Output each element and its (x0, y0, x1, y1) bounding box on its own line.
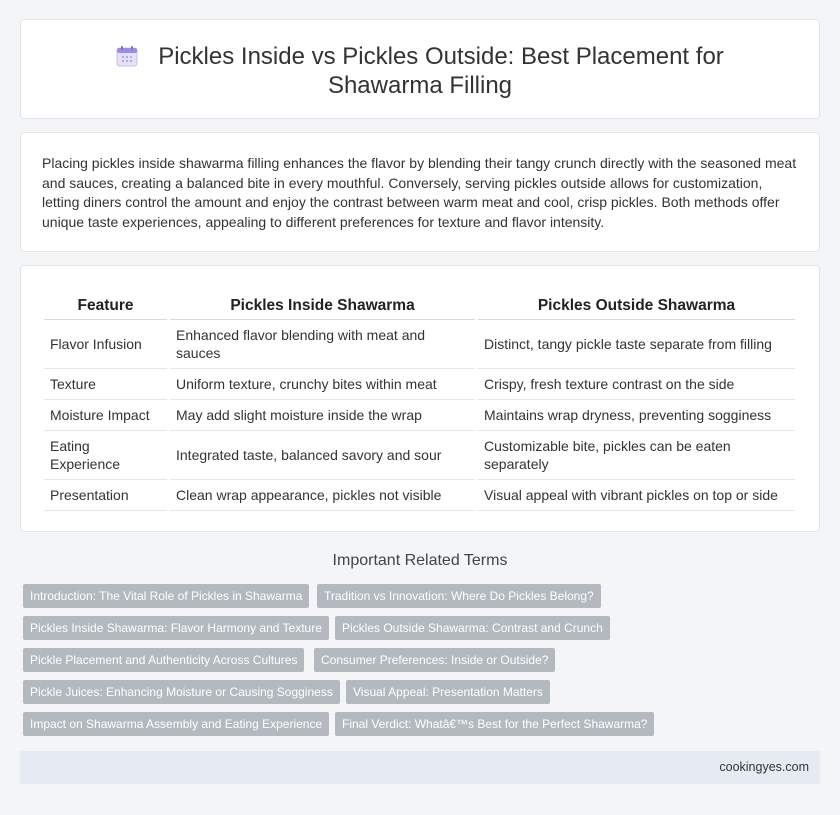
table-cell: Eating Experience (44, 431, 167, 480)
footer (20, 751, 820, 784)
footer-site-link[interactable]: cookingyes.com (719, 760, 809, 774)
intro-paragraph: Placing pickles inside shawarma filling enhances the flavor by blending their tangy crunch directly with the seasoned meat and sauces, creating a balanced bite in every mouthful. Conversely, serving pickles outside allows for customization, letting diners control the amount and enjoy the contrast between warm meat and cool, crisp pickles. Both methods offer unique taste experiences, appealing to different preferences for texture and flavor intensity. (42, 155, 797, 230)
page-title-text: Pickles Inside vs Pickles Outside: Best Placement for Shawarma Filling (158, 43, 724, 99)
comparison-table (41, 296, 798, 511)
table-cell: Clean wrap appearance, pickles not visible (170, 480, 475, 511)
table-cell: Uniform texture, crunchy bites within meat (170, 369, 475, 400)
related-term-tag[interactable]: Consumer Preferences: Inside or Outside? (314, 648, 555, 672)
comparison-card (20, 265, 820, 532)
related-term-tag[interactable]: Pickles Inside Shawarma: Flavor Harmony and Texture (23, 616, 329, 640)
table-cell: Moisture Impact (44, 400, 167, 431)
table-cell: Flavor Infusion (44, 320, 167, 369)
header-card (20, 19, 820, 119)
header-pickles-inside: Pickles Inside Shawarma (170, 296, 475, 320)
related-term-tag[interactable]: Impact on Shawarma Assembly and Eating Experience (23, 712, 329, 736)
page-title (21, 42, 819, 100)
table-cell: Texture (44, 369, 167, 400)
table-cell: Maintains wrap dryness, preventing sogginess (478, 400, 795, 431)
table-cell: Crispy, fresh texture contrast on the side (478, 369, 795, 400)
related-term-tag[interactable]: Pickles Outside Shawarma: Contrast and Crunch (335, 616, 610, 640)
table-row (44, 431, 795, 480)
related-term-tag[interactable]: Final Verdict: Whatâ€™s Best for the Perfect Shawarma? (335, 712, 654, 736)
table-row (44, 369, 795, 400)
related-term-tag[interactable]: Introduction: The Vital Role of Pickles in Shawarma (23, 584, 309, 608)
table-row (44, 320, 795, 369)
related-term-tag[interactable]: Pickle Juices: Enhancing Moisture or Causing Sogginess (23, 680, 340, 704)
table-row (44, 400, 795, 431)
header-pickles-outside: Pickles Outside Shawarma (478, 296, 795, 320)
related-term-tag[interactable]: Visual Appeal: Presentation Matters (346, 680, 550, 704)
table-cell: Customizable bite, pickles can be eaten separately (478, 431, 795, 480)
table-cell: Integrated taste, balanced savory and sour (170, 431, 475, 480)
calendar-icon (116, 45, 138, 67)
related-term-tag[interactable]: Tradition vs Innovation: Where Do Pickles Belong? (317, 584, 601, 608)
table-cell: Presentation (44, 480, 167, 511)
table-cell: Distinct, tangy pickle taste separate from filling (478, 320, 795, 369)
header-feature: Feature (44, 296, 167, 320)
table-row (44, 480, 795, 511)
intro-card (20, 132, 820, 252)
table-cell: Visual appeal with vibrant pickles on top or side (478, 480, 795, 511)
related-term-tag[interactable]: Pickle Placement and Authenticity Across Cultures (23, 648, 304, 672)
table-cell: Enhanced flavor blending with meat and sauces (170, 320, 475, 369)
related-terms-heading: Important Related Terms (332, 552, 508, 569)
table-cell: May add slight moisture inside the wrap (170, 400, 475, 431)
